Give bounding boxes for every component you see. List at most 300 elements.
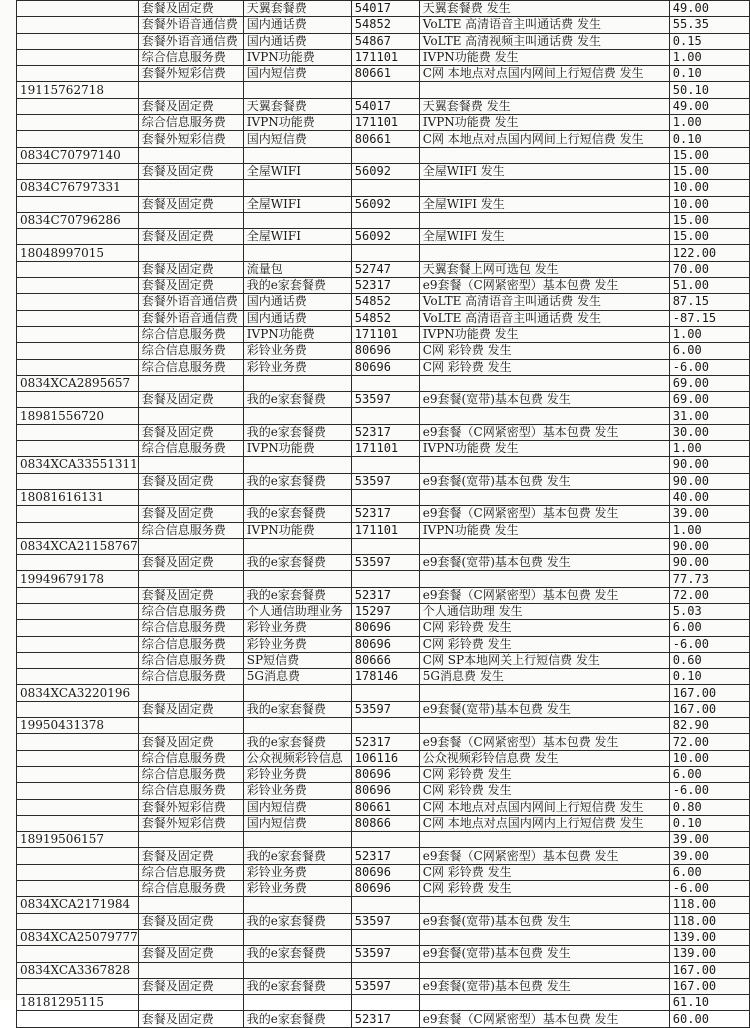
detail-cell: 公众视频彩铃信息费 发生 <box>419 750 669 766</box>
code-cell: 171101 <box>351 115 419 131</box>
detail-cell: C网 彩铃费 发生 <box>419 881 669 897</box>
item-cell <box>243 212 351 228</box>
item-cell: 我的e家套餐费 <box>243 946 351 962</box>
code-cell: 54852 <box>351 294 419 310</box>
category-cell <box>138 962 243 978</box>
detail-cell: VoLTE 高清语音主叫通话费 发生 <box>419 310 669 326</box>
category-cell: 套餐外语音通信费 <box>138 310 243 326</box>
table-row <box>17 278 750 294</box>
detail-cell: e9套餐(宽带)基本包费 发生 <box>419 555 669 571</box>
amount-cell: 90.00 <box>669 538 749 554</box>
code-cell: 80696 <box>351 864 419 880</box>
code-cell: 106116 <box>351 750 419 766</box>
detail-cell: IVPN功能费 发生 <box>419 326 669 342</box>
amount-cell: 87.15 <box>669 294 749 310</box>
account-cell: 0834XCA2895657 <box>17 375 139 391</box>
category-cell <box>138 408 243 424</box>
amount-cell: 69.00 <box>669 392 749 408</box>
account-cell: 0834C70797140 <box>17 147 139 163</box>
account-cell <box>17 424 139 440</box>
code-cell: 52317 <box>351 848 419 864</box>
category-cell: 套餐及固定费 <box>138 473 243 489</box>
code-cell <box>351 962 419 978</box>
category-cell: 综合信息服务费 <box>138 766 243 782</box>
item-cell: 国内通话费 <box>243 294 351 310</box>
code-cell: 80661 <box>351 131 419 147</box>
account-summary-row <box>17 538 750 554</box>
detail-cell: 5G消息费 发生 <box>419 669 669 685</box>
account-cell: 0834XCA2171984 <box>17 897 139 913</box>
amount-cell: 69.00 <box>669 375 749 391</box>
amount-cell: 1.00 <box>669 441 749 457</box>
item-cell: IVPN功能费 <box>243 49 351 65</box>
amount-cell: 5.03 <box>669 603 749 619</box>
code-cell: 54852 <box>351 17 419 33</box>
item-cell <box>243 962 351 978</box>
detail-cell: 全屋WIFI 发生 <box>419 229 669 245</box>
table-row <box>17 506 750 522</box>
table-row <box>17 636 750 652</box>
category-cell <box>138 489 243 505</box>
item-cell: 天翼套餐费 <box>243 1 351 17</box>
account-cell: 0834XCA25079777 <box>17 929 139 945</box>
item-cell <box>243 457 351 473</box>
amount-cell: 39.00 <box>669 506 749 522</box>
code-cell <box>351 180 419 196</box>
account-cell <box>17 978 139 994</box>
code-cell <box>351 457 419 473</box>
amount-cell: 49.00 <box>669 1 749 17</box>
amount-cell: 118.00 <box>669 897 749 913</box>
detail-cell: C网 本地点对点国内网间上行短信费 发生 <box>419 131 669 147</box>
category-cell <box>138 147 243 163</box>
account-cell <box>17 636 139 652</box>
code-cell: 171101 <box>351 49 419 65</box>
account-cell: 0834XCA21158767 <box>17 538 139 554</box>
account-summary-row <box>17 408 750 424</box>
detail-cell <box>419 897 669 913</box>
amount-cell: 15.00 <box>669 229 749 245</box>
amount-cell: 15.00 <box>669 163 749 179</box>
item-cell: 我的e家套餐费 <box>243 555 351 571</box>
category-cell <box>138 571 243 587</box>
category-cell: 套餐及固定费 <box>138 196 243 212</box>
account-cell <box>17 881 139 897</box>
detail-cell <box>419 245 669 261</box>
code-cell <box>351 571 419 587</box>
category-cell: 套餐及固定费 <box>138 229 243 245</box>
table-row <box>17 799 750 815</box>
code-cell <box>351 245 419 261</box>
table-row <box>17 766 750 782</box>
detail-cell <box>419 408 669 424</box>
detail-cell <box>419 457 669 473</box>
account-cell <box>17 1011 139 1027</box>
category-cell: 综合信息服务费 <box>138 652 243 668</box>
code-cell: 56092 <box>351 163 419 179</box>
category-cell: 综合信息服务费 <box>138 864 243 880</box>
item-cell: 我的e家套餐费 <box>243 848 351 864</box>
detail-cell <box>419 995 669 1011</box>
account-cell: 19949679178 <box>17 571 139 587</box>
item-cell <box>243 180 351 196</box>
item-cell: 彩铃业务费 <box>243 636 351 652</box>
category-cell <box>138 212 243 228</box>
amount-cell: 167.00 <box>669 701 749 717</box>
code-cell: 53597 <box>351 473 419 489</box>
code-cell: 56092 <box>351 196 419 212</box>
table-row <box>17 946 750 962</box>
item-cell <box>243 489 351 505</box>
code-cell: 80696 <box>351 343 419 359</box>
amount-cell: -6.00 <box>669 636 749 652</box>
table-row <box>17 392 750 408</box>
detail-cell: VoLTE 高清语音主叫通话费 发生 <box>419 17 669 33</box>
category-cell: 综合信息服务费 <box>138 783 243 799</box>
code-cell: 80866 <box>351 815 419 831</box>
detail-cell <box>419 375 669 391</box>
item-cell <box>243 147 351 163</box>
detail-cell: IVPN功能费 发生 <box>419 441 669 457</box>
table-row <box>17 864 750 880</box>
item-cell <box>243 375 351 391</box>
account-summary-row <box>17 245 750 261</box>
code-cell: 52747 <box>351 261 419 277</box>
table-row <box>17 734 750 750</box>
account-cell <box>17 310 139 326</box>
amount-cell: -6.00 <box>669 881 749 897</box>
item-cell <box>243 245 351 261</box>
item-cell: 彩铃业务费 <box>243 620 351 636</box>
code-cell: 178146 <box>351 669 419 685</box>
account-cell <box>17 1 139 17</box>
table-row <box>17 49 750 65</box>
amount-cell: 167.00 <box>669 962 749 978</box>
detail-cell: C网 彩铃费 发生 <box>419 620 669 636</box>
detail-cell: C网 本地点对点国内网内上行短信费 发生 <box>419 815 669 831</box>
category-cell <box>138 457 243 473</box>
detail-cell <box>419 147 669 163</box>
item-cell: 国内通话费 <box>243 310 351 326</box>
table-row <box>17 229 750 245</box>
account-cell <box>17 343 139 359</box>
account-cell <box>17 603 139 619</box>
detail-cell: e9套餐(宽带)基本包费 发生 <box>419 473 669 489</box>
detail-cell <box>419 929 669 945</box>
code-cell <box>351 685 419 701</box>
amount-cell: 118.00 <box>669 913 749 929</box>
detail-cell <box>419 489 669 505</box>
item-cell: IVPN功能费 <box>243 441 351 457</box>
account-cell: 0834C70796286 <box>17 212 139 228</box>
category-cell: 套餐及固定费 <box>138 848 243 864</box>
account-cell <box>17 294 139 310</box>
item-cell <box>243 929 351 945</box>
detail-cell: e9套餐(宽带)基本包费 发生 <box>419 978 669 994</box>
account-summary-row <box>17 962 750 978</box>
table-row <box>17 750 750 766</box>
detail-cell: e9套餐（C网紧密型）基本包费 发生 <box>419 734 669 750</box>
account-summary-row <box>17 489 750 505</box>
account-cell <box>17 555 139 571</box>
code-cell <box>351 995 419 1011</box>
code-cell <box>351 897 419 913</box>
amount-cell: 139.00 <box>669 929 749 945</box>
item-cell: 彩铃业务费 <box>243 881 351 897</box>
category-cell: 综合信息服务费 <box>138 603 243 619</box>
code-cell <box>351 375 419 391</box>
detail-cell <box>419 962 669 978</box>
account-summary-row <box>17 212 750 228</box>
category-cell: 套餐及固定费 <box>138 392 243 408</box>
category-cell: 套餐及固定费 <box>138 278 243 294</box>
table-row <box>17 473 750 489</box>
detail-cell: C网 彩铃费 发生 <box>419 864 669 880</box>
table-row <box>17 881 750 897</box>
amount-cell: 31.00 <box>669 408 749 424</box>
category-cell <box>138 897 243 913</box>
amount-cell: 0.60 <box>669 652 749 668</box>
item-cell: 彩铃业务费 <box>243 766 351 782</box>
detail-cell: VoLTE 高清视频主叫通话费 发生 <box>419 33 669 49</box>
amount-cell: 61.10 <box>669 995 749 1011</box>
account-summary-row <box>17 832 750 848</box>
code-cell <box>351 832 419 848</box>
account-cell <box>17 326 139 342</box>
item-cell: 彩铃业务费 <box>243 864 351 880</box>
table-row <box>17 310 750 326</box>
table-row <box>17 1 750 17</box>
code-cell: 53597 <box>351 555 419 571</box>
detail-cell: 个人通信助理 发生 <box>419 603 669 619</box>
account-cell <box>17 750 139 766</box>
detail-cell: C网 本地点对点国内网间上行短信费 发生 <box>419 66 669 82</box>
item-cell: 5G消息费 <box>243 669 351 685</box>
code-cell: 54017 <box>351 1 419 17</box>
item-cell: 个人通信助理业务 <box>243 603 351 619</box>
code-cell <box>351 212 419 228</box>
item-cell <box>243 571 351 587</box>
code-cell <box>351 538 419 554</box>
category-cell: 综合信息服务费 <box>138 522 243 538</box>
code-cell: 80696 <box>351 783 419 799</box>
table-row <box>17 424 750 440</box>
detail-cell: 天翼套餐费 发生 <box>419 1 669 17</box>
table-row <box>17 620 750 636</box>
detail-cell: C网 本地点对点国内网间上行短信费 发生 <box>419 799 669 815</box>
detail-cell: 天翼套餐费 发生 <box>419 98 669 114</box>
item-cell: 全屋WIFI <box>243 163 351 179</box>
category-cell <box>138 180 243 196</box>
code-cell: 53597 <box>351 913 419 929</box>
table-row <box>17 17 750 33</box>
table-row <box>17 555 750 571</box>
category-cell: 套餐及固定费 <box>138 261 243 277</box>
category-cell: 套餐外语音通信费 <box>138 17 243 33</box>
detail-cell <box>419 82 669 98</box>
amount-cell: 122.00 <box>669 245 749 261</box>
code-cell <box>351 489 419 505</box>
account-cell: 0834C76797331 <box>17 180 139 196</box>
item-cell: 国内短信费 <box>243 131 351 147</box>
amount-cell: 51.00 <box>669 278 749 294</box>
item-cell: IVPN功能费 <box>243 326 351 342</box>
amount-cell: -6.00 <box>669 783 749 799</box>
table-row <box>17 603 750 619</box>
category-cell: 套餐外语音通信费 <box>138 33 243 49</box>
category-cell <box>138 718 243 734</box>
item-cell: 我的e家套餐费 <box>243 392 351 408</box>
account-summary-row <box>17 995 750 1011</box>
category-cell <box>138 832 243 848</box>
account-summary-row <box>17 685 750 701</box>
detail-cell: e9套餐（C网紧密型）基本包费 发生 <box>419 506 669 522</box>
account-cell <box>17 229 139 245</box>
item-cell: 我的e家套餐费 <box>243 278 351 294</box>
category-cell: 综合信息服务费 <box>138 750 243 766</box>
item-cell: 我的e家套餐费 <box>243 506 351 522</box>
code-cell: 53597 <box>351 978 419 994</box>
amount-cell: 39.00 <box>669 832 749 848</box>
item-cell: 国内短信费 <box>243 799 351 815</box>
amount-cell: 1.00 <box>669 115 749 131</box>
detail-cell: IVPN功能费 发生 <box>419 49 669 65</box>
amount-cell: 77.73 <box>669 571 749 587</box>
amount-cell: 167.00 <box>669 685 749 701</box>
category-cell: 综合信息服务费 <box>138 49 243 65</box>
account-cell: 18081616131 <box>17 489 139 505</box>
detail-cell: 全屋WIFI 发生 <box>419 196 669 212</box>
amount-cell: 0.10 <box>669 66 749 82</box>
account-cell: 18919506157 <box>17 832 139 848</box>
table-row <box>17 131 750 147</box>
amount-cell: 0.15 <box>669 33 749 49</box>
account-cell: 0834XCA3367828 <box>17 962 139 978</box>
code-cell: 171101 <box>351 326 419 342</box>
account-cell <box>17 131 139 147</box>
detail-cell <box>419 180 669 196</box>
item-cell: 我的e家套餐费 <box>243 978 351 994</box>
detail-cell: e9套餐(宽带)基本包费 发生 <box>419 392 669 408</box>
category-cell: 套餐及固定费 <box>138 734 243 750</box>
category-cell: 套餐及固定费 <box>138 163 243 179</box>
code-cell <box>351 929 419 945</box>
category-cell <box>138 995 243 1011</box>
amount-cell: 70.00 <box>669 261 749 277</box>
amount-cell: 0.10 <box>669 815 749 831</box>
detail-cell: e9套餐（C网紧密型）基本包费 发生 <box>419 1011 669 1027</box>
amount-cell: 72.00 <box>669 734 749 750</box>
category-cell: 套餐及固定费 <box>138 701 243 717</box>
amount-cell: 1.00 <box>669 522 749 538</box>
account-cell <box>17 278 139 294</box>
category-cell: 套餐及固定费 <box>138 978 243 994</box>
account-cell <box>17 196 139 212</box>
table-row <box>17 522 750 538</box>
account-cell <box>17 441 139 457</box>
account-summary-row <box>17 82 750 98</box>
category-cell: 套餐及固定费 <box>138 946 243 962</box>
account-cell <box>17 848 139 864</box>
item-cell: 全屋WIFI <box>243 196 351 212</box>
account-cell <box>17 359 139 375</box>
amount-cell: 10.00 <box>669 196 749 212</box>
account-cell <box>17 701 139 717</box>
code-cell: 80696 <box>351 766 419 782</box>
code-cell: 80661 <box>351 799 419 815</box>
code-cell: 80696 <box>351 881 419 897</box>
detail-cell: C网 彩铃费 发生 <box>419 343 669 359</box>
amount-cell: 40.00 <box>669 489 749 505</box>
detail-cell: C网 彩铃费 发生 <box>419 359 669 375</box>
item-cell: 我的e家套餐费 <box>243 1011 351 1027</box>
account-cell <box>17 587 139 603</box>
category-cell: 套餐外短彩信费 <box>138 815 243 831</box>
account-cell: 19115762718 <box>17 82 139 98</box>
amount-cell: 139.00 <box>669 946 749 962</box>
detail-cell: IVPN功能费 发生 <box>419 522 669 538</box>
table-row <box>17 33 750 49</box>
account-cell <box>17 913 139 929</box>
item-cell: 公众视频彩铃信息 <box>243 750 351 766</box>
table-row <box>17 848 750 864</box>
account-cell <box>17 506 139 522</box>
account-summary-row <box>17 457 750 473</box>
table-row <box>17 913 750 929</box>
category-cell: 套餐及固定费 <box>138 587 243 603</box>
account-cell <box>17 49 139 65</box>
account-cell <box>17 669 139 685</box>
item-cell: 天翼套餐费 <box>243 98 351 114</box>
item-cell <box>243 897 351 913</box>
item-cell: 我的e家套餐费 <box>243 734 351 750</box>
category-cell <box>138 538 243 554</box>
table-row <box>17 66 750 82</box>
account-cell <box>17 620 139 636</box>
category-cell: 综合信息服务费 <box>138 881 243 897</box>
detail-cell <box>419 718 669 734</box>
table-row <box>17 261 750 277</box>
table-row <box>17 783 750 799</box>
account-summary-row <box>17 180 750 196</box>
account-cell <box>17 652 139 668</box>
detail-cell: e9套餐（C网紧密型）基本包费 发生 <box>419 278 669 294</box>
table-row <box>17 441 750 457</box>
amount-cell: 167.00 <box>669 978 749 994</box>
code-cell: 52317 <box>351 506 419 522</box>
item-cell: 国内短信费 <box>243 66 351 82</box>
category-cell: 综合信息服务费 <box>138 359 243 375</box>
code-cell: 54867 <box>351 33 419 49</box>
category-cell <box>138 685 243 701</box>
amount-cell: 6.00 <box>669 864 749 880</box>
detail-cell: 天翼套餐上网可选包 发生 <box>419 261 669 277</box>
account-cell <box>17 522 139 538</box>
account-cell: 19950431378 <box>17 718 139 734</box>
amount-cell: 72.00 <box>669 587 749 603</box>
item-cell: 我的e家套餐费 <box>243 913 351 929</box>
category-cell <box>138 375 243 391</box>
item-cell: SP短信费 <box>243 652 351 668</box>
item-cell: 国内通话费 <box>243 17 351 33</box>
detail-cell: C网 彩铃费 发生 <box>419 783 669 799</box>
amount-cell: 15.00 <box>669 147 749 163</box>
detail-cell: e9套餐（C网紧密型）基本包费 发生 <box>419 587 669 603</box>
code-cell: 80696 <box>351 636 419 652</box>
table-row <box>17 359 750 375</box>
code-cell: 52317 <box>351 587 419 603</box>
amount-cell: 0.10 <box>669 131 749 147</box>
